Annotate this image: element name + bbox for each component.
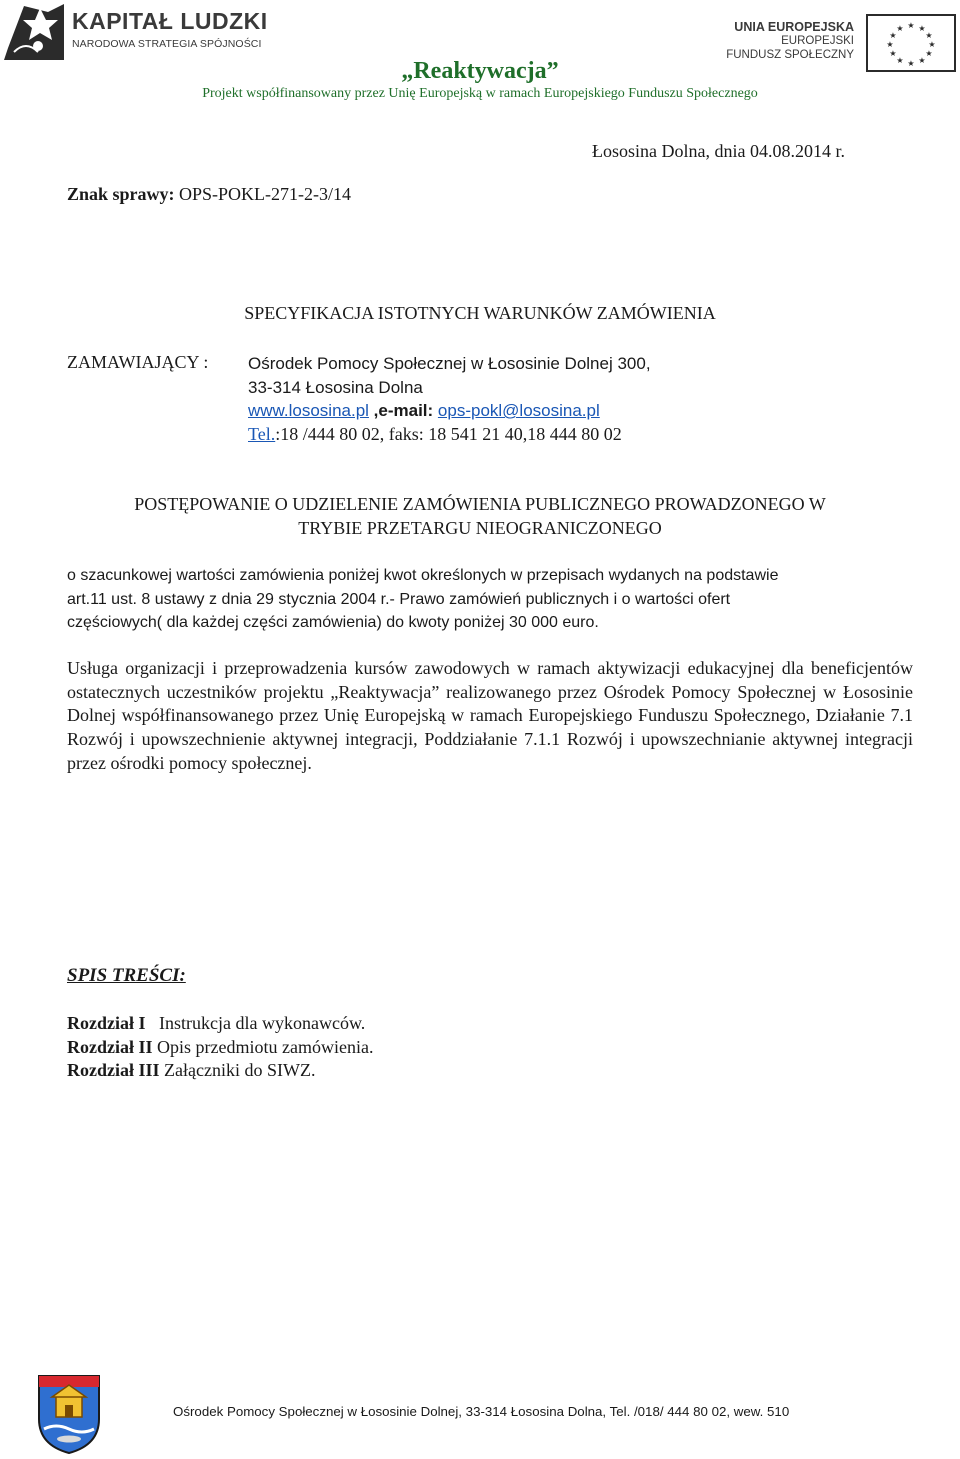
procedure-line1: POSTĘPOWANIE O UDZIELENIE ZAMÓWIENIA PUBLICZNEGO PROWADZONEGO W <box>134 494 826 514</box>
value-note-line3: częściowych( dla każdej części zamówienia) do kwoty poniżej 30 000 euro. <box>67 614 599 631</box>
eu-line3: FUNDUSZ SPOŁECZNY <box>726 49 854 61</box>
svg-text:★: ★ <box>889 31 897 40</box>
toc-item <box>67 1059 373 1083</box>
eu-text-block <box>726 20 854 62</box>
website-link[interactable]: www.lososina.pl <box>248 401 369 420</box>
eu-line1: UNIA EUROPEJSKA <box>734 20 854 34</box>
svg-text:★: ★ <box>886 40 894 49</box>
case-value: OPS-POKL-271-2-3/14 <box>174 184 352 204</box>
zamawiajacy-label: ZAMAWIAJĄCY : <box>67 352 209 372</box>
svg-text:★: ★ <box>918 24 926 33</box>
date-line: Łososina Dolna, dnia 04.08.2014 r. <box>592 141 845 161</box>
tel-value: :18 /444 80 02, faks: 18 541 21 40,18 444 80 02 <box>275 423 622 444</box>
svg-text:★: ★ <box>896 24 904 33</box>
email-label: ,e-mail: <box>368 401 438 420</box>
svg-text:★: ★ <box>907 59 915 68</box>
zamawiajacy-name: Ośrodek Pomocy Społecznej w Łososinie Dolnej 300, <box>248 354 651 373</box>
procedure-heading <box>67 492 893 540</box>
toc-chapter: Rozdział II <box>67 1036 153 1057</box>
svg-text:★: ★ <box>918 56 926 65</box>
municipality-crest-icon <box>36 1373 102 1455</box>
toc-chapter: Rozdział III <box>67 1060 160 1080</box>
project-subtitle: Projekt współfinansowany przez Unię Europejską w ramach Europejskiego Funduszu Społecznego <box>202 86 758 101</box>
kapital-ludzki-title: KAPITAŁ LUDZKI <box>72 8 268 34</box>
toc-item <box>67 1012 373 1036</box>
toc-item <box>67 1036 373 1060</box>
svg-text:★: ★ <box>925 49 933 58</box>
zamawiajacy-address: 33-314 Łososina Dolna <box>248 377 423 397</box>
procedure-line2: TRYBIE PRZETARGU NIEOGRANICZONEGO <box>298 518 662 538</box>
svg-text:★: ★ <box>889 49 897 58</box>
case-label: Znak sprawy: <box>67 184 175 204</box>
svg-text:★: ★ <box>928 40 936 49</box>
value-note <box>67 564 899 635</box>
value-note-line1: o szacunkowej wartości zamówienia poniżej kwot określonych w przepisach wydanych na podstawie <box>67 567 779 584</box>
kapital-ludzki-subtitle: NARODOWA STRATEGIA SPÓJNOŚCI <box>72 38 262 50</box>
eu-line2: EUROPEJSKI <box>781 35 854 47</box>
svg-text:★: ★ <box>925 31 933 40</box>
phone-line <box>248 423 651 447</box>
toc-title: SPIS TREŚCI: <box>67 965 186 986</box>
svg-text:★: ★ <box>907 21 915 30</box>
case-number <box>67 184 351 205</box>
project-title: „Reaktywacja” <box>401 58 559 84</box>
value-note-line2: art.11 ust. 8 ustawy z dnia 29 stycznia 2004 r.- Prawo zamówień publicznych i o wartości ofert <box>67 590 731 608</box>
contact-line <box>248 399 651 423</box>
toc-item-title: Instrukcja dla wykonawców. <box>145 1013 366 1033</box>
svg-text:★: ★ <box>896 56 904 65</box>
email-link[interactable]: ops-pokl@lososina.pl <box>437 401 600 420</box>
spec-title: SPECYFIKACJA ISTOTNYCH WARUNKÓW ZAMÓWIENIA <box>244 303 716 323</box>
zamawiajacy-details <box>248 352 651 446</box>
kapital-ludzki-emblem-icon <box>4 4 64 60</box>
service-description: Usługa organizacji i przeprowadzenia kursów zawodowych w ramach aktywizacji edukacyjnej dla beneficjentów ostatecznych uczestników projektu „Reaktywacja” realizowanego przez Ośrodek Pomocy Społecznej w Łososinie Dolnej współfinansowanego przez Unię Europejską w ramach Europejskiego Funduszu Społecznego, Działanie 7.1 Rozwój i upowszechnienie aktywnej integracji, Poddziałanie 7.1.1 Rozwój i upowszechnianie aktywnej integracji przez ośrodki pomocy społecznej. <box>67 658 913 773</box>
toc-item-title: Załączniki do SIWZ. <box>159 1060 316 1080</box>
footer-text: Ośrodek Pomocy Społecznej w Łososinie Dolnej, 33-314 Łososina Dolna, Tel. /018/ 444 80 02, wew. 510 <box>173 1404 790 1419</box>
toc-item-title: Opis przedmiotu zamówienia. <box>152 1036 374 1057</box>
toc-chapter: Rozdział I <box>67 1013 146 1033</box>
tel-label: Tel. <box>248 423 276 444</box>
table-of-contents <box>67 1012 373 1083</box>
